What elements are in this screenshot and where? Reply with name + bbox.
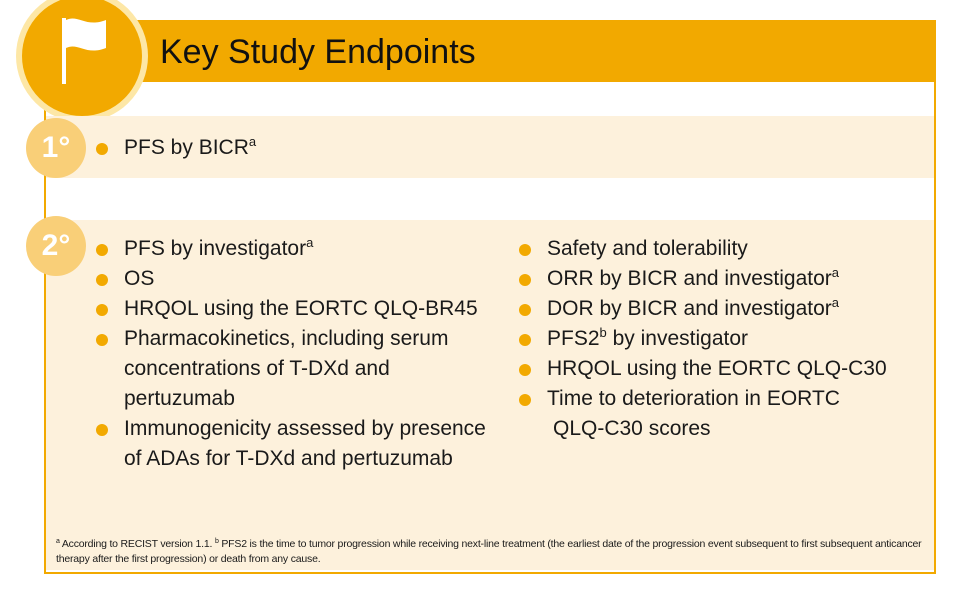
list-item: HRQOL using the EORTC QLQ-C30: [519, 354, 929, 384]
list-item: DOR by BICR and investigator$^a$: [519, 294, 929, 324]
page-title: Key Study Endpoints: [160, 33, 476, 71]
secondary-badge: 2°: [26, 216, 86, 276]
bullet-icon: [519, 394, 531, 406]
bullet-icon: [96, 274, 108, 286]
bullet-icon: [519, 244, 531, 256]
primary-badge: 1°: [26, 118, 86, 178]
bullet-icon: [96, 334, 108, 346]
secondary-endpoint-list-right: [519, 234, 929, 444]
list-item: ORR by BICR and investigator$^a$: [519, 264, 929, 294]
list-item: HRQOL using the EORTC QLQ-BR45: [96, 294, 496, 324]
bullet-icon: [96, 143, 108, 155]
bullet-icon: [519, 334, 531, 346]
list-item: PFS2$^b$ by investigator: [519, 324, 929, 354]
list-item: PFS by BICR$^a$: [96, 133, 256, 163]
bullet-icon: [519, 304, 531, 316]
list-item: Time to deterioration in EORTC QLQ-C30 scores: [519, 384, 929, 444]
bullet-icon: [96, 244, 108, 256]
footnote: $^a$ According to RECIST version 1.1. $^b$ PFS2 is the time to tumor progression while receiving next-line treatment (the earliest date of the progression event subsequent to first subsequent anticancer therapy after the first progression) or death from any cause.: [56, 538, 922, 565]
list-item: Pharmacokinetics, including serum concentrations of T-DXd and pertuzumab: [96, 324, 496, 414]
list-item: PFS by investigator$^a$: [96, 234, 496, 264]
bullet-icon: [519, 274, 531, 286]
list-item: Immunogenicity assessed by presence of ADAs for T-DXd and pertuzumab: [96, 414, 496, 474]
list-item: Safety and tolerability: [519, 234, 929, 264]
flag-icon: [56, 14, 112, 86]
bullet-icon: [96, 304, 108, 316]
secondary-endpoint-list-left: [96, 234, 496, 474]
bullet-icon: [96, 424, 108, 436]
bullet-icon: [519, 364, 531, 376]
list-item: OS: [96, 264, 496, 294]
primary-endpoint-list: [96, 133, 256, 163]
